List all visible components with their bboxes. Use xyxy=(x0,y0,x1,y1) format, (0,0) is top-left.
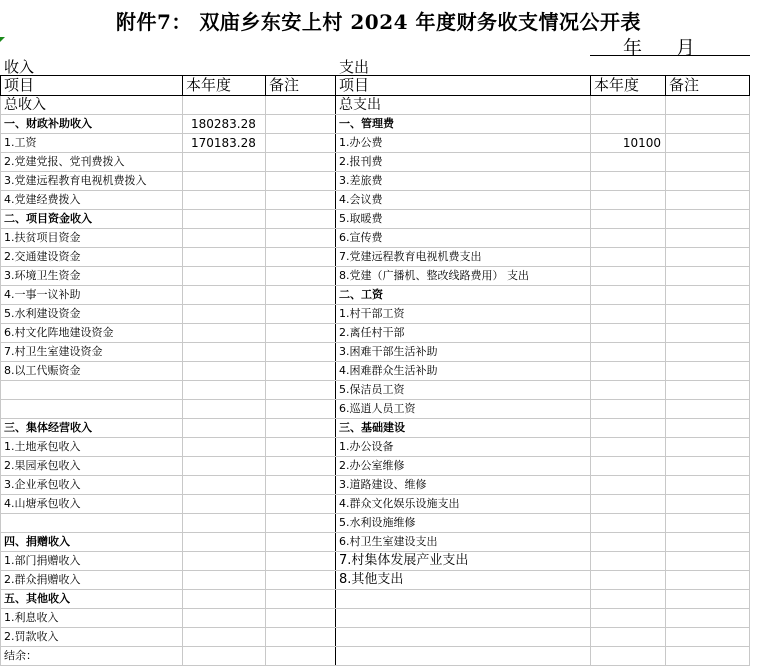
expense-amount-cell[interactable] xyxy=(591,495,666,514)
income-remark-cell[interactable] xyxy=(266,286,336,305)
table-row xyxy=(1,134,750,153)
expense-item-cell[interactable]: 1.办公设备 xyxy=(336,438,591,457)
income-remark-cell[interactable] xyxy=(266,229,336,248)
income-remark-cell[interactable] xyxy=(266,134,336,153)
expense-remark-cell[interactable] xyxy=(666,495,750,514)
expense-this-year-header: 本年度 xyxy=(591,76,666,96)
expense-remark-cell[interactable] xyxy=(666,172,750,191)
table-row xyxy=(1,552,750,571)
expense-amount-cell[interactable] xyxy=(591,571,666,590)
income-remark-cell[interactable] xyxy=(266,514,336,533)
income-amount-cell[interactable] xyxy=(183,609,266,628)
expense-remark-cell[interactable] xyxy=(666,514,750,533)
table-row xyxy=(1,153,750,172)
expense-remark-cell[interactable] xyxy=(666,400,750,419)
table-row xyxy=(1,115,750,134)
expense-amount-cell[interactable] xyxy=(591,248,666,267)
income-amount-cell[interactable] xyxy=(183,590,266,609)
table-row xyxy=(1,286,750,305)
income-amount-cell[interactable]: 170183.28 xyxy=(183,134,266,153)
page-title: 附件7： 双庙乡东安上村 2024 年度财务收支情况公开表 xyxy=(116,10,641,34)
expense-amount-cell[interactable] xyxy=(591,381,666,400)
income-amount-cell[interactable] xyxy=(183,267,266,286)
income-amount-cell[interactable] xyxy=(183,571,266,590)
expense-item-cell[interactable]: 7.党建远程教育电视机费支出 xyxy=(336,248,591,267)
expense-item-cell[interactable]: 6.村卫生室建设支出 xyxy=(336,533,591,552)
income-remark-cell[interactable] xyxy=(266,438,336,457)
expense-remark-cell[interactable] xyxy=(666,324,750,343)
expense-item-cell[interactable]: 2.离任村干部 xyxy=(336,324,591,343)
table-row xyxy=(1,343,750,362)
expense-remark-cell[interactable] xyxy=(666,286,750,305)
expense-remark-cell[interactable] xyxy=(666,153,750,172)
expense-item-cell[interactable]: 8.党建（广播机、整改线路费用） 支出 xyxy=(336,267,591,286)
income-item-cell[interactable]: 8.以工代赈资金 xyxy=(1,362,183,381)
expense-item-cell[interactable]: 7.村集体发展产业支出 xyxy=(336,552,591,571)
table-row xyxy=(1,590,750,609)
expense-amount-cell[interactable] xyxy=(591,305,666,324)
income-amount-cell[interactable] xyxy=(183,495,266,514)
expense-amount-cell[interactable] xyxy=(591,362,666,381)
table-row xyxy=(1,571,750,590)
income-amount-cell[interactable] xyxy=(183,552,266,571)
income-amount-cell[interactable]: 180283.28 xyxy=(183,115,266,134)
expense-amount-cell[interactable] xyxy=(591,590,666,609)
table-row xyxy=(1,248,750,267)
expense-amount-cell[interactable] xyxy=(591,229,666,248)
expense-amount-cell[interactable] xyxy=(591,609,666,628)
expense-item-cell[interactable]: 6.巡逍人员工资 xyxy=(336,400,591,419)
expense-amount-cell[interactable] xyxy=(591,267,666,286)
expense-amount-cell[interactable] xyxy=(591,343,666,362)
balance-empty-cell[interactable] xyxy=(266,647,336,666)
expense-remark-cell[interactable] xyxy=(666,229,750,248)
expense-remark-cell[interactable] xyxy=(666,457,750,476)
table-row xyxy=(1,172,750,191)
expense-item-cell[interactable]: 5.保洁员工资 xyxy=(336,381,591,400)
income-item-cell[interactable]: 二、项目资金收入 xyxy=(1,210,183,229)
table-row xyxy=(1,495,750,514)
income-remark-cell[interactable] xyxy=(266,628,336,647)
income-amount-cell[interactable] xyxy=(183,381,266,400)
expense-item-cell[interactable]: 5.取暖费 xyxy=(336,210,591,229)
expense-amount-cell[interactable] xyxy=(591,191,666,210)
expense-remark-cell[interactable] xyxy=(666,628,750,647)
income-remark-cell[interactable] xyxy=(266,476,336,495)
expense-remark-cell[interactable] xyxy=(666,438,750,457)
expense-remark-cell[interactable] xyxy=(666,115,750,134)
income-item-cell[interactable]: 1.部门捐赠收入 xyxy=(1,552,183,571)
year-month-label: 年 月 xyxy=(622,37,695,59)
expense-remark-cell[interactable] xyxy=(666,419,750,438)
income-remark-cell[interactable] xyxy=(266,267,336,286)
expense-item-header: 项目 xyxy=(336,76,591,96)
income-item-cell[interactable]: 5.水利建设资金 xyxy=(1,305,183,324)
income-item-cell[interactable] xyxy=(1,381,183,400)
income-amount-cell[interactable] xyxy=(183,476,266,495)
income-item-cell[interactable] xyxy=(1,514,183,533)
income-item-cell[interactable]: 五、其他收入 xyxy=(1,590,183,609)
income-amount-cell[interactable] xyxy=(183,362,266,381)
income-item-cell[interactable]: 2.群众捐赠收入 xyxy=(1,571,183,590)
table-row xyxy=(1,533,750,552)
expense-remark-cell[interactable] xyxy=(666,476,750,495)
expense-remark-cell[interactable] xyxy=(666,134,750,153)
expense-amount-cell[interactable] xyxy=(591,324,666,343)
income-amount-cell[interactable] xyxy=(183,324,266,343)
income-amount-cell[interactable] xyxy=(183,514,266,533)
expense-remark-cell[interactable] xyxy=(666,552,750,571)
table-row xyxy=(1,267,750,286)
expense-amount-cell[interactable] xyxy=(591,552,666,571)
income-amount-cell[interactable] xyxy=(183,400,266,419)
income-remark-header: 备注 xyxy=(266,76,336,96)
income-remark-cell[interactable] xyxy=(266,172,336,191)
income-remark-cell[interactable] xyxy=(266,400,336,419)
income-amount-cell[interactable] xyxy=(183,533,266,552)
table-row xyxy=(1,324,750,343)
income-remark-cell[interactable] xyxy=(266,153,336,172)
expense-remark-cell[interactable] xyxy=(666,267,750,286)
income-item-cell[interactable]: 四、捐赠收入 xyxy=(1,533,183,552)
expense-section-header: 支出 xyxy=(339,58,370,76)
expense-remark-cell[interactable] xyxy=(666,362,750,381)
column-header-row xyxy=(1,76,750,96)
expense-remark-cell[interactable] xyxy=(666,96,750,115)
expense-amount-cell[interactable] xyxy=(591,514,666,533)
expense-item-cell[interactable]: 8.其他支出 xyxy=(336,571,591,590)
expense-amount-cell[interactable]: 10100 xyxy=(591,134,666,153)
expense-amount-cell[interactable] xyxy=(591,457,666,476)
expense-item-cell[interactable]: 6.宣传费 xyxy=(336,229,591,248)
expense-item-cell[interactable]: 4.困难群众生活补助 xyxy=(336,362,591,381)
income-remark-cell[interactable] xyxy=(266,210,336,229)
table-row xyxy=(1,514,750,533)
table-row xyxy=(1,210,750,229)
income-item-cell[interactable]: 2.罚款收入 xyxy=(1,628,183,647)
income-remark-cell[interactable] xyxy=(266,115,336,134)
income-remark-cell[interactable] xyxy=(266,552,336,571)
income-item-cell[interactable]: 2.果园承包收入 xyxy=(1,457,183,476)
expense-item-cell[interactable]: 3.差旅费 xyxy=(336,172,591,191)
income-item-cell[interactable]: 1.土地承包收入 xyxy=(1,438,183,457)
expense-item-cell[interactable]: 2.办公室维修 xyxy=(336,457,591,476)
income-item-cell[interactable]: 6.村文化阵地建设资金 xyxy=(1,324,183,343)
balance-empty-cell[interactable] xyxy=(183,647,266,666)
income-amount-cell[interactable] xyxy=(183,248,266,267)
expense-item-cell[interactable]: 1.办公费 xyxy=(336,134,591,153)
finance-table xyxy=(0,75,750,666)
table-row xyxy=(1,191,750,210)
income-item-cell[interactable]: 1.扶贫项目资金 xyxy=(1,229,183,248)
income-this-year-header: 本年度 xyxy=(183,76,266,96)
expense-remark-cell[interactable] xyxy=(666,343,750,362)
income-amount-cell[interactable] xyxy=(183,457,266,476)
balance-row xyxy=(1,647,750,666)
income-item-cell[interactable]: 7.村卫生室建设资金 xyxy=(1,343,183,362)
income-remark-cell[interactable] xyxy=(266,609,336,628)
table-row xyxy=(1,362,750,381)
expense-amount-cell[interactable] xyxy=(591,400,666,419)
expense-item-cell[interactable]: 总支出 xyxy=(336,96,591,115)
table-row xyxy=(1,628,750,647)
income-remark-cell[interactable] xyxy=(266,457,336,476)
table-row xyxy=(1,609,750,628)
income-remark-cell[interactable] xyxy=(266,305,336,324)
table-row xyxy=(1,457,750,476)
income-remark-cell[interactable] xyxy=(266,590,336,609)
income-amount-cell[interactable] xyxy=(183,210,266,229)
income-remark-cell[interactable] xyxy=(266,191,336,210)
income-amount-cell[interactable] xyxy=(183,153,266,172)
expense-amount-cell[interactable] xyxy=(591,438,666,457)
income-remark-cell[interactable] xyxy=(266,343,336,362)
income-amount-cell[interactable] xyxy=(183,628,266,647)
expense-item-cell[interactable]: 一、管理费 xyxy=(336,115,591,134)
expense-amount-cell[interactable] xyxy=(591,476,666,495)
expense-remark-cell[interactable] xyxy=(666,381,750,400)
expense-amount-cell[interactable] xyxy=(591,96,666,115)
income-item-cell[interactable]: 总收入 xyxy=(1,96,183,115)
expense-remark-cell[interactable] xyxy=(666,191,750,210)
income-remark-cell[interactable] xyxy=(266,248,336,267)
income-item-cell[interactable]: 三、集体经营收入 xyxy=(1,419,183,438)
expense-remark-cell[interactable] xyxy=(666,305,750,324)
expense-amount-cell[interactable] xyxy=(591,419,666,438)
income-remark-cell[interactable] xyxy=(266,96,336,115)
expense-item-cell[interactable]: 4.会议费 xyxy=(336,191,591,210)
expense-item-cell[interactable]: 2.报刊费 xyxy=(336,153,591,172)
income-remark-cell[interactable] xyxy=(266,571,336,590)
expense-remark-cell[interactable] xyxy=(666,210,750,229)
income-item-cell[interactable]: 4.山塘承包收入 xyxy=(1,495,183,514)
income-amount-cell[interactable] xyxy=(183,172,266,191)
expense-amount-cell[interactable] xyxy=(591,172,666,191)
income-item-cell[interactable]: 3.环境卫生资金 xyxy=(1,267,183,286)
expense-item-cell[interactable] xyxy=(336,609,591,628)
table-row xyxy=(1,229,750,248)
income-amount-cell[interactable] xyxy=(183,286,266,305)
income-item-cell[interactable]: 4.一事一议补助 xyxy=(1,286,183,305)
expense-amount-cell[interactable] xyxy=(591,286,666,305)
expense-item-cell[interactable]: 4.群众文化娱乐设施支出 xyxy=(336,495,591,514)
table-row xyxy=(1,381,750,400)
expense-remark-cell[interactable] xyxy=(666,533,750,552)
income-remark-cell[interactable] xyxy=(266,381,336,400)
expense-remark-cell[interactable] xyxy=(666,609,750,628)
expense-item-cell[interactable] xyxy=(336,590,591,609)
expense-item-cell[interactable]: 5.水利设施维修 xyxy=(336,514,591,533)
expense-amount-cell[interactable] xyxy=(591,628,666,647)
expense-item-cell[interactable]: 1.村干部工资 xyxy=(336,305,591,324)
income-item-header: 项目 xyxy=(1,76,183,96)
expense-item-cell[interactable]: 三、基础建设 xyxy=(336,419,591,438)
expense-remark-cell[interactable] xyxy=(666,248,750,267)
expense-amount-cell[interactable] xyxy=(591,210,666,229)
income-item-cell[interactable]: 1.利息收入 xyxy=(1,609,183,628)
income-amount-cell[interactable] xyxy=(183,229,266,248)
income-section-header: 收入 xyxy=(4,58,35,76)
balance-empty-cell[interactable] xyxy=(591,647,666,666)
income-amount-cell[interactable] xyxy=(183,438,266,457)
income-item-cell[interactable]: 1.工资 xyxy=(1,134,183,153)
income-item-cell[interactable]: 3.党建远程教育电视机费拨入 xyxy=(1,172,183,191)
income-item-cell[interactable]: 4.党建经费拨入 xyxy=(1,191,183,210)
table-row xyxy=(1,476,750,495)
income-item-cell[interactable]: 一、财政补助收入 xyxy=(1,115,183,134)
expense-amount-cell[interactable] xyxy=(591,533,666,552)
expense-remark-cell[interactable] xyxy=(666,571,750,590)
balance-empty-cell[interactable] xyxy=(336,647,591,666)
income-remark-cell[interactable] xyxy=(266,324,336,343)
table-row xyxy=(1,419,750,438)
income-remark-cell[interactable] xyxy=(266,533,336,552)
expense-remark-header: 备注 xyxy=(666,76,750,96)
cell-comment-marker xyxy=(0,37,5,42)
balance-empty-cell[interactable] xyxy=(666,647,750,666)
table-row xyxy=(1,96,750,115)
expense-item-cell[interactable]: 3.道路建设、维修 xyxy=(336,476,591,495)
income-remark-cell[interactable] xyxy=(266,419,336,438)
table-row xyxy=(1,438,750,457)
expense-item-cell[interactable]: 二、工资 xyxy=(336,286,591,305)
expense-amount-cell[interactable] xyxy=(591,153,666,172)
balance-label: 结余： xyxy=(1,647,183,666)
year-month-underline xyxy=(590,55,750,56)
expense-item-cell[interactable] xyxy=(336,628,591,647)
table-row xyxy=(1,305,750,324)
expense-item-cell[interactable]: 3.困难干部生活补助 xyxy=(336,343,591,362)
income-amount-cell[interactable] xyxy=(183,343,266,362)
table-row xyxy=(1,400,750,419)
income-remark-cell[interactable] xyxy=(266,495,336,514)
income-item-cell[interactable]: 2.交通建设资金 xyxy=(1,248,183,267)
income-amount-cell[interactable] xyxy=(183,96,266,115)
income-amount-cell[interactable] xyxy=(183,419,266,438)
income-item-cell[interactable] xyxy=(1,400,183,419)
income-amount-cell[interactable] xyxy=(183,305,266,324)
expense-remark-cell[interactable] xyxy=(666,590,750,609)
income-amount-cell[interactable] xyxy=(183,191,266,210)
income-remark-cell[interactable] xyxy=(266,362,336,381)
income-item-cell[interactable]: 2.党建党报、党刊费拨入 xyxy=(1,153,183,172)
expense-amount-cell[interactable] xyxy=(591,115,666,134)
income-item-cell[interactable]: 3.企业承包收入 xyxy=(1,476,183,495)
